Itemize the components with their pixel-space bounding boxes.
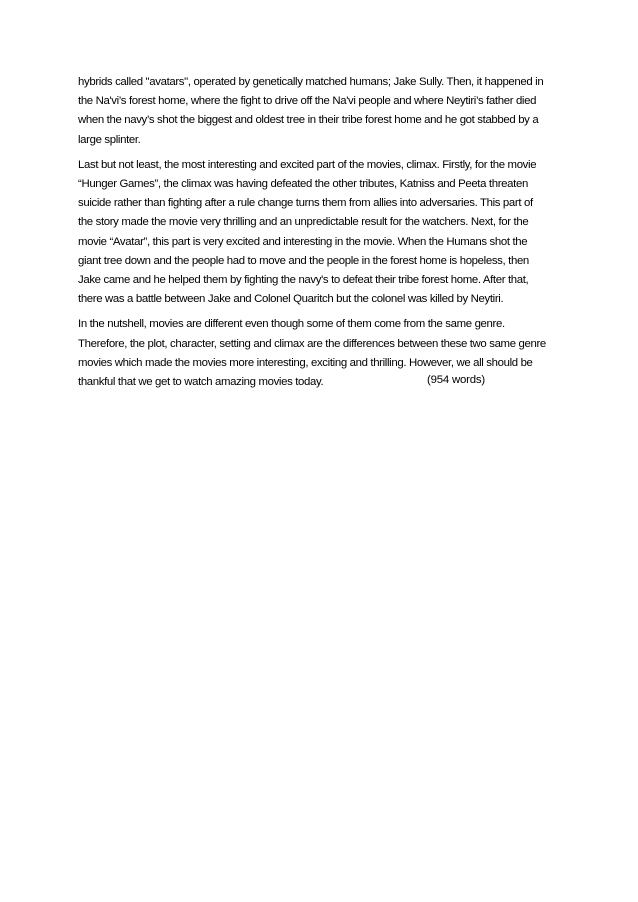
- text-line: there was a battle between Jake and Colonel Quaritch but the colonel was killed by Neytiri.: [78, 293, 504, 306]
- word-count: (954 words): [427, 374, 485, 386]
- paragraph-avatar-conflict: [78, 73, 583, 150]
- text-line: large splinter.: [78, 133, 141, 146]
- text-line: Last but not least, the most interesting and excited part of the movies, climax. Firstly, for the movie: [78, 158, 537, 171]
- text-line: the Na'vi’s forest home, where the fight to drive off the Na'vi people and where Neytiri’s father died: [78, 95, 537, 108]
- text-line: In the nutshell, movies are different even though some of them come from the same genre.: [78, 318, 505, 331]
- text-line: the story made the movie very thrilling and an unpredictable result for the watchers. Next, for the: [78, 216, 529, 229]
- paragraph-conclusion: [78, 315, 583, 392]
- text-line: when the navy’s shot the biggest and oldest tree in their tribe forest home and he got stabbed by a: [78, 114, 539, 127]
- paragraph-climax: [78, 156, 583, 310]
- text-line: movies which made the movies more interesting, exciting and thrilling. However, we all should be: [78, 356, 533, 369]
- document-body: [78, 73, 583, 392]
- text-line: hybrids called "avatars", operated by genetically matched humans; Jake Sully. Then, it happened in: [78, 76, 544, 88]
- text-line: thankful that we get to watch amazing movies today.: [78, 376, 324, 389]
- text-line: Therefore, the plot, character, setting and climax are the differences between these two same genre: [78, 337, 546, 350]
- text-line: giant tree down and the people had to move and the people in the forest home is hopeless, then: [78, 254, 529, 267]
- text-line: suicide rather than fighting after a rule change turns them from allies into adversaries. This part of: [78, 197, 533, 210]
- text-line: Jake came and he helped them by fighting the navy's to defeat their tribe forest home. After that,: [78, 274, 529, 287]
- text-line: “Hunger Games”, the climax was having defeated the other tributes, Katniss and Peeta threaten: [78, 178, 528, 191]
- text-line: movie “Avatar”, this part is very excited and interesting in the movie. When the Humans shot the: [78, 235, 528, 248]
